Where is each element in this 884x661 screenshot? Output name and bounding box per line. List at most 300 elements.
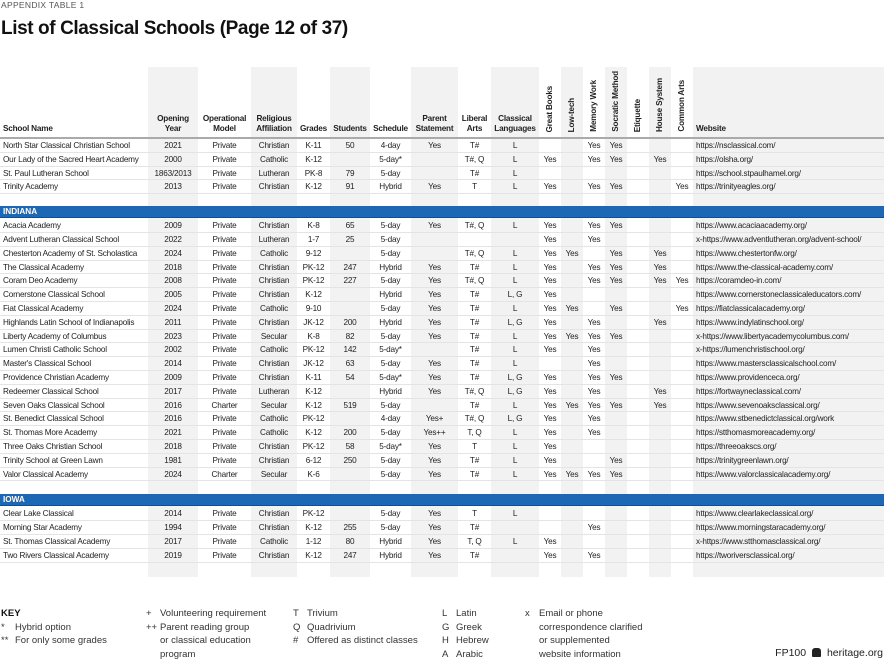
cell-operational-model: Private — [212, 168, 237, 178]
cell-liberal-arts: T# — [469, 290, 480, 300]
cell-house-system: Yes — [653, 154, 667, 164]
cell-opening-year: 2018 — [164, 442, 182, 451]
cell-operational-model: Private — [212, 442, 237, 451]
cell-website[interactable]: https://www.chestertonfw.org/ — [696, 248, 797, 258]
cell-parent-statement: Yes — [428, 537, 441, 546]
cell-liberal-arts: T#, Q — [464, 414, 485, 424]
cell-common-arts — [671, 288, 693, 301]
cell-liberal-arts: T# — [469, 359, 480, 369]
cell-opening-year: 2013 — [164, 182, 182, 192]
cell-website[interactable]: https://trinitygreenlawn.org/ — [696, 455, 789, 465]
cell-website[interactable]: https://tworiversclassical.org/ — [696, 550, 795, 560]
cell-house-system — [649, 330, 671, 343]
cell-opening-year: 2005 — [164, 290, 182, 300]
cell-school-name: Seven Oaks Classical School — [3, 400, 105, 410]
cell-liberal-arts: T# — [469, 262, 480, 272]
cell-common-arts: Yes — [675, 304, 689, 313]
cell-etiquette — [627, 412, 649, 425]
cell-memory-work: Yes — [587, 523, 601, 533]
key-item — [293, 621, 418, 635]
cell-house-system — [649, 302, 671, 315]
key-website-symbols — [525, 607, 643, 661]
cell-great-books — [539, 139, 561, 152]
cell-liberal-arts: T# — [469, 141, 480, 150]
cell-opening-year: 2014 — [164, 359, 182, 369]
cell-house-system — [649, 507, 671, 520]
cell-website[interactable]: x-https://lumenchristischool.org/ — [696, 345, 805, 355]
cell-common-arts — [671, 233, 693, 246]
cell-website[interactable]: https://nsclassical.com/ — [696, 141, 776, 150]
cell-great-books: Yes — [543, 386, 557, 396]
state-header-indiana — [0, 206, 884, 218]
key-description: Arabic — [456, 648, 483, 660]
cell-liberal-arts — [458, 233, 491, 246]
cell-opening-year: 2023 — [164, 331, 182, 341]
cell-parent-statement — [411, 153, 458, 166]
cell-liberal-arts: T, Q — [467, 428, 482, 438]
key-parent-symbols — [146, 607, 266, 661]
col-religious-affiliation: Religious Affiliation — [256, 114, 292, 133]
table-row — [0, 468, 884, 482]
key-item — [525, 607, 643, 621]
cell-great-books: Yes — [543, 428, 557, 438]
key-item — [293, 634, 418, 648]
key-language-symbols — [442, 607, 489, 661]
cell-low-tech: Yes — [565, 469, 579, 479]
cell-schedule: 5-day — [380, 455, 401, 465]
cell-grades: JK-12 — [303, 317, 324, 327]
cell-grades: K-12 — [305, 523, 322, 533]
cell-website[interactable]: https://stthomasmoreacademy.org/ — [696, 428, 816, 438]
cell-schedule: 5-day — [380, 168, 401, 178]
table-row — [0, 549, 884, 563]
cell-parent-statement: Yes++ — [423, 428, 446, 438]
cell-operational-model: Private — [212, 550, 237, 560]
cell-house-system — [649, 440, 671, 453]
cell-common-arts — [671, 385, 693, 398]
cell-grades: PK-12 — [302, 276, 325, 286]
cell-school-name: Clear Lake Classical — [3, 509, 74, 519]
key-description: Volunteering requirement — [160, 608, 267, 619]
cell-etiquette — [627, 302, 649, 315]
cell-religious-affiliation: Christian — [258, 276, 290, 286]
cell-school-name: Trinity Academy — [3, 182, 58, 192]
cell-socratic-method: Yes — [609, 141, 623, 150]
cell-opening-year: 2018 — [164, 262, 182, 272]
cell-website[interactable]: https://www.cornerstoneclassicaleducators.com/ — [696, 290, 862, 300]
cell-classical-languages: L — [512, 248, 518, 258]
key-description: website information — [539, 648, 621, 660]
cell-memory-work — [583, 507, 605, 520]
cell-etiquette — [627, 385, 649, 398]
cell-house-system — [649, 468, 671, 481]
cell-memory-work: Yes — [587, 276, 601, 286]
cell-great-books: Yes — [543, 304, 557, 313]
cell-memory-work: Yes — [587, 469, 601, 479]
cell-operational-model: Private — [212, 455, 237, 465]
cell-website[interactable]: https://coramdeo-in.com/ — [696, 276, 782, 286]
cell-parent-statement — [411, 247, 458, 260]
cell-website[interactable]: https://fortwayneclassical.com/ — [696, 386, 801, 396]
cell-great-books: Yes — [543, 455, 557, 465]
cell-students: 65 — [345, 221, 355, 231]
cell-common-arts — [671, 316, 693, 329]
cell-parent-statement: Yes — [428, 442, 441, 451]
cell-operational-model: Private — [212, 248, 237, 258]
cell-opening-year: 2016 — [164, 400, 182, 410]
cell-website[interactable]: https://trinityeagles.org/ — [696, 182, 776, 192]
cell-etiquette — [627, 261, 649, 274]
cell-low-tech — [561, 454, 583, 467]
cell-common-arts — [671, 371, 693, 384]
cell-school-name: Lumen Christi Catholic School — [3, 345, 107, 355]
cell-liberal-arts: T# — [469, 331, 480, 341]
cell-common-arts — [671, 139, 693, 152]
cell-website[interactable]: https://www.providenceca.org/ — [696, 373, 800, 382]
cell-liberal-arts: T — [472, 442, 477, 451]
cell-memory-work: Yes — [587, 262, 601, 272]
cell-classical-languages: L — [512, 469, 518, 479]
cell-etiquette — [627, 316, 649, 329]
table-row — [0, 261, 884, 275]
cell-liberal-arts: T# — [469, 345, 480, 355]
cell-common-arts — [671, 357, 693, 370]
cell-house-system — [649, 357, 671, 370]
cell-classical-languages: L — [512, 345, 518, 355]
cell-parent-statement: Yes — [428, 331, 441, 341]
cell-liberal-arts: T# — [469, 455, 480, 465]
cell-etiquette — [627, 549, 649, 562]
key-item — [1, 634, 107, 648]
cell-opening-year: 2002 — [164, 345, 182, 355]
col-grades: Grades — [299, 124, 328, 133]
cell-schedule: Hybrid — [379, 550, 402, 560]
cell-students: 82 — [345, 331, 355, 341]
cell-school-name: North Star Classical Christian School — [3, 141, 130, 150]
cell-house-system — [649, 535, 671, 548]
cell-grades: K-12 — [305, 182, 322, 192]
cell-great-books — [539, 507, 561, 520]
col-classical-languages: Classical Languages — [494, 114, 536, 133]
col-house-system: House System — [655, 77, 664, 132]
cell-common-arts — [671, 440, 693, 453]
cell-religious-affiliation: Christian — [258, 523, 290, 533]
cell-opening-year: 2019 — [164, 550, 182, 560]
col-common-arts: Common Arts — [677, 80, 686, 132]
cell-schedule: 4-day — [380, 414, 401, 424]
cell-schedule: 5-day — [380, 276, 401, 286]
cell-opening-year: 2009 — [164, 221, 182, 231]
cell-students: 247 — [343, 262, 357, 272]
key-legend — [1, 607, 107, 648]
cell-etiquette — [627, 233, 649, 246]
cell-website[interactable]: https://www.sevenoaksclassical.org/ — [696, 400, 820, 410]
cell-etiquette — [627, 247, 649, 260]
cell-memory-work: Yes — [587, 414, 601, 424]
cell-parent-statement: Yes — [428, 141, 441, 150]
cell-etiquette — [627, 521, 649, 534]
cell-classical-languages: L — [512, 276, 518, 286]
cell-grades: JK-12 — [303, 359, 324, 369]
cell-grades: K-12 — [305, 428, 322, 438]
cell-opening-year: 1863/2013 — [154, 168, 192, 178]
key-symbol: # — [293, 635, 299, 647]
table-row — [0, 371, 884, 385]
cell-common-arts — [671, 468, 693, 481]
cell-opening-year: 2017 — [164, 537, 182, 546]
key-item — [525, 621, 643, 635]
cell-website[interactable]: x-https://www.adventlutheran.org/advent-school/ — [696, 235, 862, 244]
cell-liberal-arts: T#, Q — [464, 276, 485, 286]
cell-religious-affiliation: Catholic — [260, 304, 288, 313]
cell-operational-model: Private — [212, 154, 237, 164]
cell-memory-work: Yes — [587, 386, 601, 396]
cell-classical-languages: L — [512, 455, 518, 465]
cell-schedule: 5-day — [380, 428, 401, 438]
cell-low-tech — [561, 233, 583, 246]
cell-school-name: Morning Star Academy — [3, 523, 82, 533]
cell-classical-languages: L — [512, 182, 518, 192]
cell-house-system — [649, 219, 671, 232]
cell-operational-model: Private — [212, 359, 237, 369]
state-name: INDIANA — [3, 207, 38, 217]
cell-low-tech — [561, 371, 583, 384]
cell-school-name: Highlands Latin School of Indianapolis — [3, 317, 135, 327]
cell-house-system — [649, 454, 671, 467]
cell-classical-languages: L, G — [507, 373, 523, 382]
cell-liberal-arts: T, Q — [467, 537, 482, 546]
col-school-name: School Name — [3, 124, 53, 133]
cell-socratic-method: Yes — [609, 373, 623, 382]
cell-great-books: Yes — [543, 290, 557, 300]
cell-great-books: Yes — [543, 154, 557, 164]
cell-grades: K-12 — [305, 386, 322, 396]
cell-low-tech — [561, 343, 583, 356]
cell-school-name: Chesterton Academy of St. Scholastica — [3, 248, 138, 258]
cell-classical-languages — [491, 521, 539, 534]
cell-students: 200 — [343, 428, 357, 438]
cell-socratic-method — [605, 233, 627, 246]
cell-operational-model: Private — [212, 235, 237, 244]
cell-common-arts — [671, 153, 693, 166]
cell-etiquette — [627, 219, 649, 232]
key-symbol: ++ — [146, 621, 158, 633]
footer — [775, 647, 883, 659]
col-etiquette: Etiquette — [633, 98, 642, 132]
cell-website[interactable]: https://www.mastersclassicalschool.com/ — [696, 359, 837, 369]
cell-grades: 1-7 — [307, 235, 320, 244]
cell-religious-affiliation: Catholic — [260, 414, 288, 424]
cell-website[interactable]: x-https://www.stthomasclassical.org/ — [696, 537, 821, 546]
key-title: KEY — [1, 608, 21, 619]
cell-schedule: Hybrid — [379, 386, 402, 396]
cell-liberal-arts: T#, Q — [464, 386, 485, 396]
cell-parent-statement: Yes — [428, 359, 441, 369]
cell-operational-model: Private — [212, 386, 237, 396]
cell-school-name: Trinity School at Green Lawn — [3, 455, 103, 465]
cell-parent-statement: Yes — [428, 276, 441, 286]
cell-low-tech: Yes — [565, 400, 579, 410]
cell-etiquette — [627, 167, 649, 180]
key-description: Hybrid option — [15, 621, 71, 633]
cell-low-tech — [561, 549, 583, 562]
cell-website[interactable]: https://www.morningstaracademy.org/ — [696, 523, 826, 533]
cell-school-name: The Classical Academy — [3, 262, 84, 272]
cell-grades: K-11 — [305, 373, 322, 382]
cell-students — [330, 302, 370, 315]
cell-socratic-method: Yes — [609, 455, 623, 465]
cell-common-arts — [671, 247, 693, 260]
cell-great-books: Yes — [543, 182, 557, 192]
cell-schedule: 5-day — [380, 248, 401, 258]
cell-school-name: Fiat Classical Academy — [3, 304, 84, 313]
cell-religious-affiliation: Catholic — [260, 345, 288, 355]
cell-students: 25 — [345, 235, 355, 244]
cell-parent-statement — [411, 167, 458, 180]
cell-religious-affiliation: Lutheran — [258, 168, 290, 178]
cell-memory-work — [583, 167, 605, 180]
cell-website[interactable]: https://www.acaciaacademy.org/ — [696, 221, 807, 231]
cell-school-name: Redeemer Classical School — [3, 386, 99, 396]
cell-operational-model: Private — [212, 276, 237, 286]
cell-students: 142 — [343, 345, 357, 355]
cell-classical-languages: L — [512, 442, 518, 451]
table-row — [0, 153, 884, 167]
cell-house-system — [649, 412, 671, 425]
cell-schedule: 5-day — [380, 469, 401, 479]
cell-house-system: Yes — [653, 386, 667, 396]
cell-parent-statement: Yes — [428, 469, 441, 479]
cell-website[interactable]: https://www.indylatinschool.org/ — [696, 317, 804, 327]
cell-low-tech — [561, 219, 583, 232]
cell-socratic-method — [605, 316, 627, 329]
key-item — [442, 648, 489, 661]
table-row — [0, 535, 884, 549]
cell-website[interactable]: https://school.stpaulhamel.org/ — [696, 168, 801, 178]
cell-school-name: Master's Classical School — [3, 359, 92, 369]
cell-memory-work — [583, 247, 605, 260]
key-description: Quadrivium — [307, 621, 356, 633]
cell-website[interactable]: https://threeoakscs.org/ — [696, 442, 777, 451]
cell-school-name: St. Thomas More Academy — [3, 428, 97, 438]
cell-low-tech — [561, 139, 583, 152]
cell-operational-model: Private — [212, 317, 237, 327]
cell-website[interactable]: https://www.stbenedictclassical.org/work — [696, 414, 835, 424]
cell-socratic-method — [605, 507, 627, 520]
cell-opening-year: 2011 — [164, 317, 182, 327]
col-operational-model: Operational Model — [202, 114, 247, 133]
appendix-label: APPENDIX TABLE 1 — [1, 0, 85, 10]
cell-great-books: Yes — [543, 345, 557, 355]
cell-common-arts — [671, 399, 693, 412]
cell-students: 247 — [343, 550, 357, 560]
cell-memory-work: Yes — [587, 235, 601, 244]
cell-grades: 6-12 — [305, 455, 322, 465]
key-description: Greek — [456, 621, 482, 633]
cell-low-tech: Yes — [565, 331, 579, 341]
cell-grades: K-12 — [305, 550, 322, 560]
cell-house-system — [649, 233, 671, 246]
cell-parent-statement: Yes — [428, 509, 441, 519]
cell-socratic-method — [605, 426, 627, 439]
table-row — [0, 412, 884, 426]
cell-schedule: 5-day — [380, 359, 401, 369]
cell-low-tech — [561, 274, 583, 287]
table-row — [0, 167, 884, 181]
cell-common-arts — [671, 343, 693, 356]
table-row — [0, 507, 884, 521]
cell-website[interactable]: https://olsha.org/ — [696, 154, 753, 164]
key-item — [146, 621, 266, 635]
cell-operational-model: Private — [212, 414, 237, 424]
cell-memory-work — [583, 440, 605, 453]
cell-low-tech — [561, 357, 583, 370]
cell-parent-statement: Yes — [428, 386, 441, 396]
heritage-link[interactable]: heritage.org — [826, 647, 883, 659]
cell-socratic-method — [605, 343, 627, 356]
cell-schedule: 5-day — [380, 523, 401, 533]
cell-low-tech — [561, 180, 583, 193]
cell-liberal-arts: T#, Q — [464, 248, 485, 258]
cell-socratic-method: Yes — [609, 248, 623, 258]
cell-classical-languages: L, G — [507, 386, 523, 396]
cell-socratic-method — [605, 521, 627, 534]
cell-grades: 9-12 — [305, 248, 322, 258]
cell-low-tech — [561, 261, 583, 274]
table-row — [0, 139, 884, 153]
cell-liberal-arts: T# — [469, 523, 480, 533]
cell-website[interactable]: https://fiatclassicalacademy.org/ — [696, 304, 805, 313]
cell-opening-year: 2024 — [164, 304, 182, 313]
cell-etiquette — [627, 330, 649, 343]
cell-website[interactable]: https://www.valorclassicalacademy.org/ — [696, 469, 831, 479]
cell-socratic-method: Yes — [609, 154, 623, 164]
cell-liberal-arts: T#, Q — [464, 221, 485, 231]
cell-socratic-method: Yes — [609, 262, 623, 272]
cell-school-name: Advent Lutheran Classical School — [3, 235, 120, 244]
cell-website[interactable]: https://www.clearlakeclassical.org/ — [696, 509, 814, 519]
cell-website[interactable]: https://www.the-classical-academy.com/ — [696, 262, 833, 272]
cell-house-system — [649, 549, 671, 562]
cell-etiquette — [627, 440, 649, 453]
cell-students — [330, 153, 370, 166]
cell-parent-statement: Yes — [428, 262, 441, 272]
key-description: Email or phone — [539, 608, 603, 619]
cell-house-system — [649, 139, 671, 152]
col-schedule: Schedule — [373, 124, 408, 133]
cell-great-books: Yes — [543, 235, 557, 244]
cell-parent-statement: Yes — [428, 182, 441, 192]
cell-school-name: St. Benedict Classical School — [3, 414, 104, 424]
key-symbol: H — [442, 635, 449, 647]
cell-etiquette — [627, 507, 649, 520]
cell-students — [330, 247, 370, 260]
cell-low-tech — [561, 153, 583, 166]
cell-common-arts — [671, 261, 693, 274]
cell-socratic-method: Yes — [609, 276, 623, 286]
table-row — [0, 440, 884, 454]
cell-operational-model: Private — [212, 331, 237, 341]
cell-opening-year: 2017 — [164, 386, 182, 396]
cell-website[interactable]: x-https://www.libertyacademycolumbus.com/ — [696, 331, 849, 341]
cell-classical-languages: L, G — [507, 317, 523, 327]
cell-parent-statement: Yes — [428, 455, 441, 465]
key-symbol: Q — [293, 621, 301, 633]
key-liberal-arts-symbols — [293, 607, 418, 648]
cell-house-system — [649, 371, 671, 384]
cell-common-arts — [671, 507, 693, 520]
cell-students: 250 — [343, 455, 357, 465]
